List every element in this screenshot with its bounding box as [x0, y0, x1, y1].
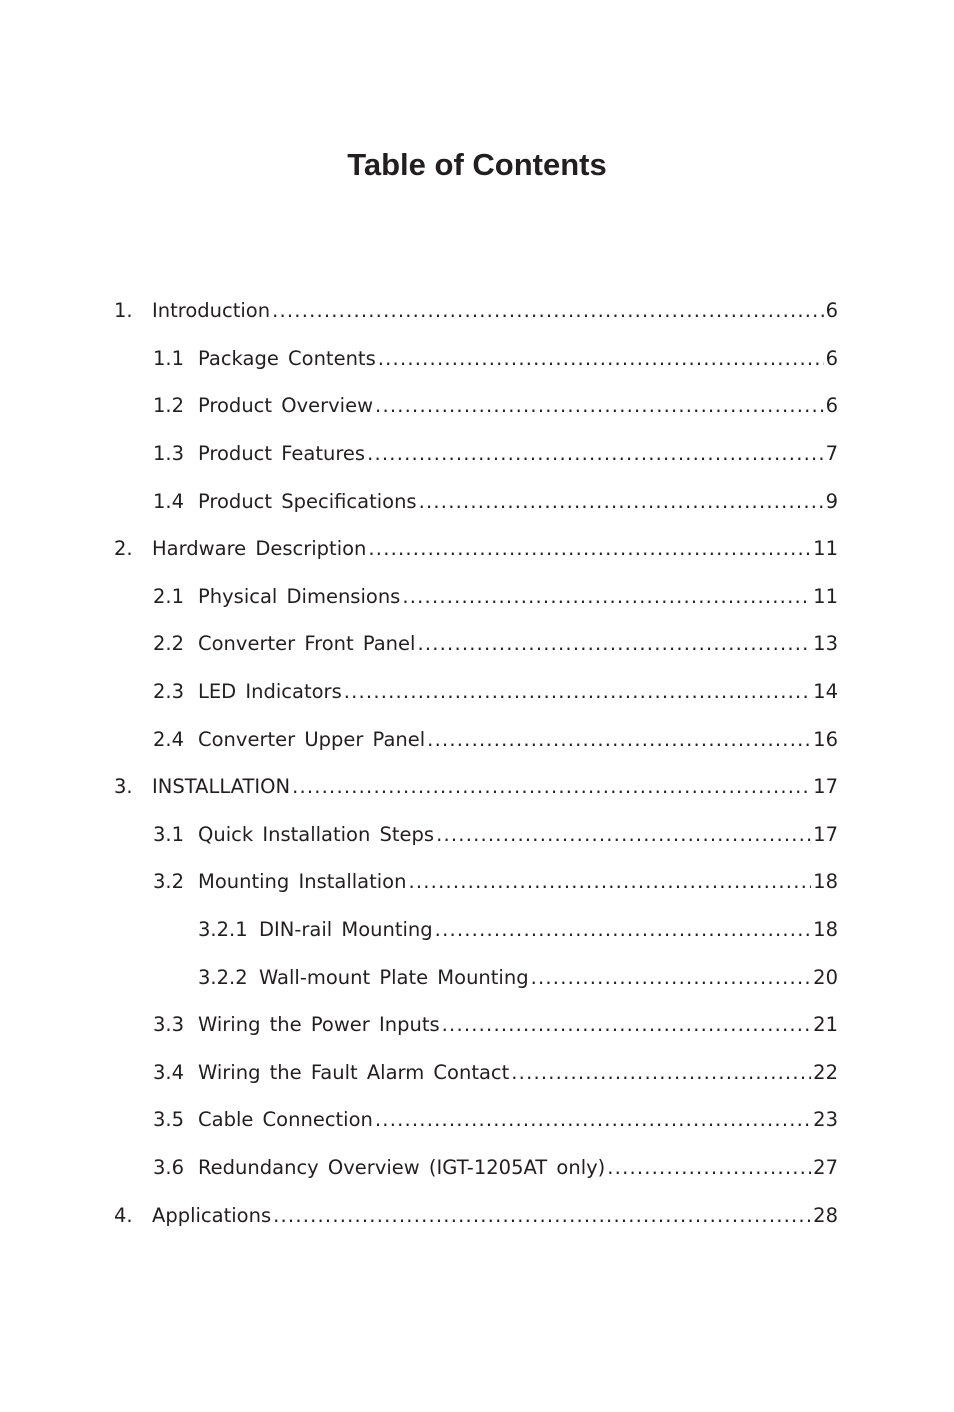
toc-entry-title[interactable]: Package Contents — [198, 346, 376, 370]
toc-entry-page[interactable]: 18 — [813, 918, 838, 942]
toc-entry-page[interactable]: 17 — [813, 822, 838, 846]
toc-entry-title[interactable]: Cable Connection — [198, 1108, 373, 1132]
toc-entry-page[interactable]: 20 — [813, 965, 838, 989]
toc-entry-title[interactable]: LED Indicators — [198, 680, 342, 704]
toc-entry-number: 4. — [114, 1203, 133, 1227]
toc-entry-title[interactable]: Product Overview — [198, 394, 374, 418]
toc-entry-number: 2.4 — [153, 727, 185, 751]
toc-leader-dots — [273, 1204, 811, 1227]
toc-entry-page[interactable]: 6 — [825, 299, 838, 323]
toc-entry-number: 1. — [114, 299, 133, 323]
toc-entry-number: 3.4 — [153, 1060, 185, 1084]
toc-entry-page[interactable]: 16 — [813, 727, 838, 751]
toc-leader-dots — [531, 966, 812, 989]
toc-leader-dots — [607, 1156, 811, 1179]
toc-entry-title[interactable]: Wiring the Power Inputs — [198, 1013, 440, 1037]
toc-leader-dots — [442, 1013, 812, 1036]
toc-entry-title[interactable]: Physical Dimensions — [198, 584, 401, 608]
toc-entry-number: 3.5 — [153, 1108, 185, 1132]
toc-entry-page[interactable]: 13 — [813, 632, 838, 656]
toc-entry[interactable] — [0, 906, 954, 954]
toc-leader-dots — [417, 632, 811, 655]
toc-entry-page[interactable]: 18 — [813, 870, 838, 894]
toc-entry-number: 2.1 — [153, 584, 185, 608]
toc-entry[interactable] — [0, 382, 954, 430]
toc-entry-title[interactable]: Converter Front Panel — [198, 632, 416, 656]
toc-entry[interactable] — [0, 1191, 954, 1239]
toc-entry-page[interactable]: 7 — [825, 442, 838, 466]
toc-leader-dots — [367, 442, 823, 465]
toc-entry[interactable] — [0, 858, 954, 906]
toc-entry[interactable] — [0, 335, 954, 383]
toc-leader-dots — [427, 728, 811, 751]
toc-entry-page[interactable]: 27 — [813, 1155, 838, 1179]
toc-entry-number: 3. — [114, 775, 133, 799]
toc-entry-page[interactable]: 23 — [813, 1108, 838, 1132]
toc-entry-title[interactable]: Wall-mount Plate Mounting — [259, 965, 529, 989]
toc-entry-title[interactable]: Redundancy Overview (IGT-1205AT only) — [198, 1155, 606, 1179]
toc-entry-number: 1.3 — [153, 442, 185, 466]
toc-entry-number: 2.3 — [153, 680, 185, 704]
toc-entry[interactable] — [0, 668, 954, 716]
toc-entry-title[interactable]: Product Features — [198, 442, 366, 466]
toc-leader-dots — [378, 347, 824, 370]
toc-entry[interactable] — [0, 1096, 954, 1144]
toc-entry[interactable] — [0, 477, 954, 525]
toc-leader-dots — [368, 537, 811, 560]
toc-entry-title[interactable]: Product Specifications — [198, 489, 417, 513]
toc-leader-dots — [435, 918, 812, 941]
toc-entry-number: 3.2.2 — [198, 965, 248, 989]
toc-entry[interactable] — [0, 287, 954, 335]
toc-entry-title[interactable]: INSTALLATION — [152, 775, 291, 799]
toc-entry[interactable] — [0, 763, 954, 811]
toc-entry[interactable] — [0, 525, 954, 573]
toc-entry-page[interactable]: 9 — [825, 489, 838, 513]
table-of-contents — [0, 287, 954, 1239]
toc-leader-dots — [436, 823, 811, 846]
toc-entry-page[interactable]: 6 — [825, 394, 838, 418]
toc-entry[interactable] — [0, 953, 954, 1001]
toc-entry-number: 1.2 — [153, 394, 185, 418]
toc-entry-title[interactable]: Converter Upper Panel — [198, 727, 426, 751]
toc-leader-dots — [511, 1061, 811, 1084]
toc-entry[interactable] — [0, 620, 954, 668]
toc-entry-page[interactable]: 22 — [813, 1060, 838, 1084]
toc-entry-title[interactable]: Quick Installation Steps — [198, 822, 435, 846]
toc-entry-page[interactable]: 6 — [825, 346, 838, 370]
toc-entry-number: 2. — [114, 537, 133, 561]
toc-entry-title[interactable]: Wiring the Fault Alarm Contact — [198, 1060, 510, 1084]
toc-entry-number: 3.3 — [153, 1013, 185, 1037]
toc-entry[interactable] — [0, 1001, 954, 1049]
toc-leader-dots — [375, 1108, 811, 1131]
toc-entry-number: 3.2 — [153, 870, 185, 894]
toc-entry-number: 3.1 — [153, 822, 185, 846]
toc-entry-number: 3.2.1 — [198, 918, 248, 942]
toc-leader-dots — [402, 585, 811, 608]
toc-entry-title[interactable]: Hardware Description — [152, 537, 367, 561]
toc-entry-number: 1.1 — [153, 346, 185, 370]
toc-entry-page[interactable]: 21 — [813, 1013, 838, 1037]
toc-entry[interactable] — [0, 1049, 954, 1097]
toc-leader-dots — [375, 394, 824, 417]
toc-entry-number: 1.4 — [153, 489, 185, 513]
page-title: Table of Contents — [347, 147, 607, 182]
toc-leader-dots — [344, 680, 811, 703]
toc-entry-number: 3.6 — [153, 1155, 185, 1179]
toc-entry[interactable] — [0, 811, 954, 859]
toc-leader-dots — [408, 870, 811, 893]
toc-entry-page[interactable]: 11 — [813, 584, 838, 608]
toc-entry-title[interactable]: Introduction — [152, 299, 271, 323]
toc-entry[interactable] — [0, 715, 954, 763]
toc-entry-page[interactable]: 17 — [813, 775, 838, 799]
toc-leader-dots — [272, 299, 823, 322]
toc-entry[interactable] — [0, 430, 954, 478]
toc-leader-dots — [419, 490, 824, 513]
toc-entry[interactable] — [0, 573, 954, 621]
toc-entry-title[interactable]: Applications — [152, 1203, 272, 1227]
toc-entry-title[interactable]: Mounting Installation — [198, 870, 407, 894]
toc-entry-title[interactable]: DIN-rail Mounting — [259, 918, 433, 942]
toc-entry-page[interactable]: 11 — [813, 537, 838, 561]
toc-entry[interactable] — [0, 1144, 954, 1192]
toc-entry-page[interactable]: 14 — [813, 680, 838, 704]
toc-entry-page[interactable]: 28 — [813, 1203, 838, 1227]
toc-leader-dots — [292, 775, 811, 798]
toc-entry-number: 2.2 — [153, 632, 185, 656]
